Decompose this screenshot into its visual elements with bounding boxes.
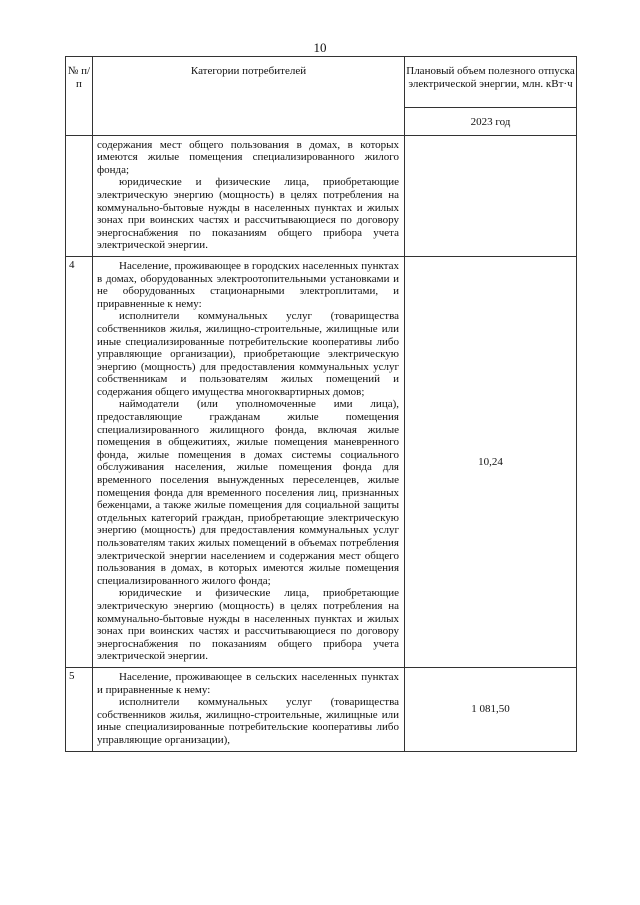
header-num: № п/п bbox=[66, 57, 93, 136]
header-volume: Плановый объем полезного отпуска электрической энергии, млн. кВт·ч bbox=[405, 57, 577, 108]
table-header-row bbox=[66, 57, 577, 108]
row-value: 1 081,50 bbox=[405, 667, 577, 751]
category-paragraph: юридические и физические лица, приобретающие электрическую энергию (мощность) в целях потребления на коммунально-бытовые нужды в населенных пунктах и жилых зонах при воинских частях и рассчитывающиеся по договору энергоснабжения по показаниям общего прибора учета электрической энергии. bbox=[97, 587, 399, 663]
category-paragraph: Население, проживающее в сельских населенных пунктах и приравненные к нему: bbox=[97, 670, 399, 696]
category-paragraph: наймодатели (или уполномоченные ими лица), предоставляющие гражданам жилые помещения специализированного жилищного фонда, включая жилые помещения в общежитиях, жилые помещения маневренного фонда, жилые помещения в домах системы социального обслуживания населения, жилые помещения фонда для временного поселения вынужденных переселенцев, жилые помещения фонда для временного поселения лиц, признанных беженцами, а также жилые помещения для социальной защиты отдельных категорий граждан, приобретающие электрическую энергию (мощность) для предоставления коммунальных услуг пользователям таких жилых помещений в объемах потребления электрической энергии населением и содержания мест общего пользования в домах, в которых имеются жилые помещения специализированного жилого фонда; bbox=[97, 398, 399, 587]
row-value bbox=[405, 135, 577, 256]
header-year: 2023 год bbox=[405, 108, 577, 136]
category-paragraph: Население, проживающее в городских населенных пунктах в домах, оборудованных электроотопительными установками и не оборудованных стационарными электроплитами, и приравненные к нему: bbox=[97, 259, 399, 310]
category-paragraph: юридические и физические лица, приобретающие электрическую энергию (мощность) в целях потребления на коммунально-бытовые нужды в населенных пунктах и жилых зонах при воинских частях и рассчитывающиеся по договору энергоснабжения по показаниям общего прибора учета электрической энергии. bbox=[97, 176, 399, 252]
row-category bbox=[93, 256, 405, 667]
row-category bbox=[93, 135, 405, 256]
table-row bbox=[66, 135, 577, 256]
row-num: 5 bbox=[66, 667, 93, 751]
category-paragraph: исполнители коммунальных услуг (товарищества собственников жилья, жилищно-строительные, жилищные или иные специализированные потребительские кооперативы либо управляющие организации), приобретающие электрическую энергию (мощность) для предоставления коммунальных услуг собственникам и пользователям жилых помещений и содержания общего имущества многоквартирных домов; bbox=[97, 310, 399, 398]
page-number: 10 bbox=[313, 40, 327, 55]
row-num: 4 bbox=[66, 256, 93, 667]
category-paragraph: исполнители коммунальных услуг (товарищества собственников жилья, жилищно-строительные, жилищные или иные специализированные потребительские кооперативы либо управляющие организации), bbox=[97, 696, 399, 746]
table-row bbox=[66, 256, 577, 667]
table-row bbox=[66, 667, 577, 751]
header-category: Категории потребителей bbox=[93, 57, 405, 136]
category-paragraph: содержания мест общего пользования в домах, в которых имеются жилые помещения специализированного жилого фонда; bbox=[97, 138, 399, 176]
row-num bbox=[66, 135, 93, 256]
row-value: 10,24 bbox=[405, 256, 577, 667]
consumption-table bbox=[65, 56, 577, 752]
row-category bbox=[93, 667, 405, 751]
